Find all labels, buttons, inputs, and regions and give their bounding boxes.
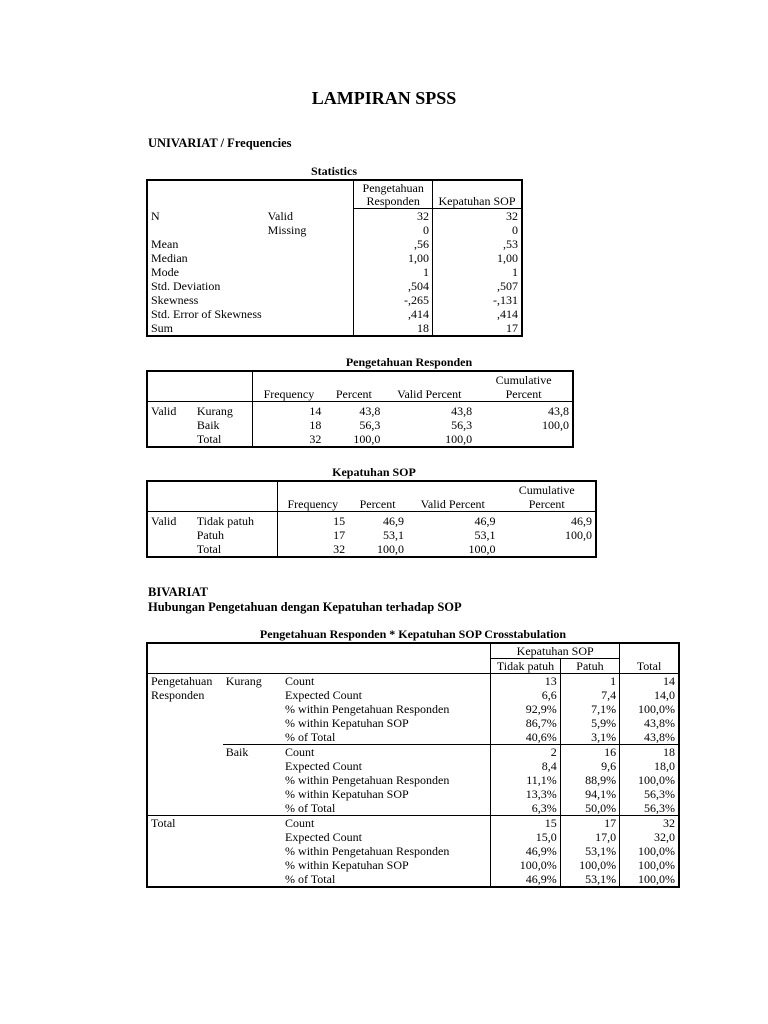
crosstab-table	[146, 642, 680, 888]
freq2-h-frequency: Frequency	[277, 481, 348, 512]
crosstab-value-patuh: 16	[560, 745, 619, 760]
crosstab-row	[147, 688, 679, 702]
crosstab-row	[147, 702, 679, 716]
crosstab-top-header: Kepatuhan SOP	[491, 643, 620, 659]
table-row	[147, 512, 596, 529]
stat-sublabel	[265, 321, 354, 336]
page-title: LAMPIRAN SPSS	[311, 88, 457, 108]
freq-cumulative-percent	[498, 542, 596, 557]
freq-percent: 56,3	[359, 418, 381, 432]
stat-row	[147, 279, 522, 293]
table-row	[147, 542, 596, 557]
statistics-table	[146, 179, 523, 337]
freq-group-label	[147, 528, 194, 542]
stat-label: Mode	[151, 265, 179, 279]
stat-label: Sum	[151, 321, 174, 335]
freq-category-label: Patuh	[196, 528, 225, 542]
crosstab-row-label	[147, 773, 223, 787]
stat-value-pengetahuan: 1	[354, 265, 433, 279]
stat-value-pengetahuan: ,414	[354, 307, 433, 321]
crosstab-stat-label: % of Total	[285, 801, 336, 815]
stat-sublabel	[265, 251, 354, 265]
freq1-table	[146, 370, 574, 448]
crosstab-value-total: 56,3%	[620, 801, 679, 816]
freq2-h-cum-line2: Percent	[528, 497, 565, 511]
crosstab-row-label	[147, 801, 223, 816]
crosstab-value-total: 100,0%	[620, 858, 679, 872]
crosstab-value-tidak-patuh: 46,9%	[491, 872, 561, 887]
crosstab-stat-label: % of Total	[285, 730, 336, 744]
crosstab-value-patuh: 53,1%	[560, 872, 619, 887]
crosstab-group-name: Kurang	[225, 674, 262, 688]
crosstab-value-tidak-patuh: 2	[491, 745, 561, 760]
crosstab-row	[147, 816, 679, 831]
freq-cumulative-percent: 46,9	[571, 514, 592, 528]
statistics-caption: Statistics	[311, 164, 357, 178]
crosstab-value-total: 100,0%	[620, 844, 679, 858]
crosstab-stat-label: Expected Count	[285, 688, 363, 702]
crosstab-h-patuh: Patuh	[560, 659, 619, 674]
freq1-h-percent: Percent	[335, 387, 372, 401]
crosstab-value-patuh: 100,0%	[560, 858, 619, 872]
freq-category-label: Total	[196, 542, 222, 556]
stat-sublabel	[265, 293, 354, 307]
crosstab-stat-label: % within Kepatuhan SOP	[285, 716, 409, 730]
univariat-heading: UNIVARIAT / Frequencies	[148, 136, 292, 150]
crosstab-row	[147, 844, 679, 858]
crosstab-stat-label: Expected Count	[285, 759, 363, 773]
stat-col1-line2: Responden	[366, 194, 420, 208]
crosstab-group-name	[223, 801, 282, 816]
crosstab-row	[147, 716, 679, 730]
crosstab-value-total: 14,0	[620, 688, 679, 702]
stat-value-kepatuhan: -,131	[433, 293, 523, 307]
crosstab-value-tidak-patuh: 6,3%	[491, 801, 561, 816]
table-row	[147, 402, 573, 419]
stat-row	[147, 237, 522, 251]
crosstab-row-label	[147, 858, 223, 872]
crosstab-row	[147, 830, 679, 844]
crosstab-h-total: Total	[620, 659, 679, 674]
freq-group-label: Valid	[151, 514, 177, 528]
crosstab-value-total: 18	[620, 745, 679, 760]
crosstab-stat-label: % within Pengetahuan Responden	[285, 844, 450, 858]
stat-col1-header	[354, 180, 433, 209]
freq-cumulative-percent: 43,8	[548, 404, 569, 418]
crosstab-group-name	[223, 858, 282, 872]
crosstab-group-name	[223, 688, 282, 702]
freq2-caption: Kepatuhan SOP	[332, 465, 416, 479]
crosstab-row	[147, 858, 679, 872]
crosstab-stat-label: % within Kepatuhan SOP	[285, 858, 409, 872]
freq1-h-valid-percent: Valid Percent	[397, 387, 462, 401]
crosstab-row-label	[147, 716, 223, 730]
freq2-h-percent: Percent	[359, 497, 396, 511]
stat-row	[147, 321, 522, 336]
freq-percent: 43,8	[359, 404, 381, 418]
crosstab-caption: Pengetahuan Responden * Kepatuhan SOP Crosstabulation	[259, 627, 567, 641]
table-row	[147, 528, 596, 542]
crosstab-group-name	[223, 716, 282, 730]
crosstab-value-total: 43,8%	[620, 730, 679, 745]
freq1-h-frequency: Frequency	[253, 371, 324, 402]
crosstab-value-patuh: 88,9%	[560, 773, 619, 787]
crosstab-value-total: 14	[620, 674, 679, 689]
crosstab-value-patuh: 50,0%	[560, 801, 619, 816]
crosstab-value-total: 56,3%	[620, 787, 679, 801]
freq-category-label: Tidak patuh	[196, 514, 254, 528]
crosstab-value-total: 32	[620, 816, 679, 831]
stat-value-kepatuhan: 1,00	[433, 251, 523, 265]
crosstab-value-tidak-patuh: 13,3%	[491, 787, 561, 801]
crosstab-value-patuh: 7,4	[560, 688, 619, 702]
stat-label: Skewness	[151, 293, 199, 307]
stat-value-kepatuhan: 0	[433, 223, 523, 237]
crosstab-value-patuh: 17	[560, 816, 619, 831]
bivariat-subheading: Hubungan Pengetahuan dengan Kepatuhan terhadap SOP	[148, 600, 462, 614]
crosstab-value-tidak-patuh: 40,6%	[491, 730, 561, 745]
crosstab-stat-label: % within Kepatuhan SOP	[285, 787, 409, 801]
crosstab-row-label: Total	[147, 816, 223, 831]
crosstab-stat-label: % within Pengetahuan Responden	[285, 702, 450, 716]
crosstab-stat-label: Expected Count	[285, 830, 363, 844]
crosstab-value-total: 100,0%	[620, 773, 679, 787]
stat-value-kepatuhan: 17	[433, 321, 523, 336]
stat-label: Median	[151, 251, 188, 265]
freq-cumulative-percent: 100,0	[542, 418, 569, 432]
freq-frequency: 32	[277, 542, 348, 557]
freq-group-label: Valid	[151, 404, 177, 418]
freq-valid-percent: 43,8	[451, 404, 473, 418]
stat-sublabel	[265, 307, 354, 321]
freq1-body	[147, 402, 573, 448]
crosstab-row	[147, 730, 679, 745]
freq2-h-valid-percent: Valid Percent	[420, 497, 485, 511]
crosstab-row	[147, 745, 679, 760]
crosstab-row	[147, 801, 679, 816]
stat-value-kepatuhan: ,507	[433, 279, 523, 293]
crosstab-row	[147, 872, 679, 887]
stat-sublabel: Valid	[267, 209, 293, 223]
crosstab-body	[147, 674, 679, 888]
crosstab-value-tidak-patuh: 86,7%	[491, 716, 561, 730]
crosstab-value-patuh: 53,1%	[560, 844, 619, 858]
crosstab-value-patuh: 1	[560, 674, 619, 689]
stat-label: N	[151, 209, 160, 223]
stat-label: Std. Deviation	[151, 279, 221, 293]
crosstab-value-patuh: 17,0	[560, 830, 619, 844]
crosstab-stat-label: % within Pengetahuan Responden	[285, 773, 450, 787]
freq1-caption: Pengetahuan Responden	[345, 355, 473, 369]
crosstab-row-label	[147, 844, 223, 858]
crosstab-value-patuh: 5,9%	[560, 716, 619, 730]
freq2-h-cum-line1: Cumulative	[518, 483, 575, 497]
crosstab-group-name	[223, 759, 282, 773]
freq-valid-percent: 46,9	[474, 514, 496, 528]
freq-percent: 100,0	[377, 542, 405, 556]
freq2-table	[146, 480, 597, 558]
crosstab-stat-label: Count	[285, 674, 315, 688]
crosstab-row-label	[147, 830, 223, 844]
crosstab-group-name	[223, 872, 282, 887]
crosstab-value-tidak-patuh: 100,0%	[491, 858, 561, 872]
freq-percent: 100,0	[353, 432, 381, 446]
stat-sublabel	[265, 237, 354, 251]
stat-value-pengetahuan: 0	[354, 223, 433, 237]
stat-value-pengetahuan: ,56	[354, 237, 433, 251]
crosstab-row-label	[147, 702, 223, 716]
stat-value-kepatuhan: 32	[433, 209, 523, 224]
stat-sublabel: Missing	[267, 223, 307, 237]
freq-category-label: Baik	[196, 418, 220, 432]
crosstab-value-tidak-patuh: 15	[491, 816, 561, 831]
crosstab-row-label	[147, 787, 223, 801]
freq-frequency: 17	[277, 528, 348, 542]
crosstab-value-patuh: 3,1%	[560, 730, 619, 745]
freq-frequency: 18	[253, 418, 324, 432]
crosstab-group-name: Baik	[223, 745, 282, 760]
crosstab-stat-label: % of Total	[285, 872, 336, 886]
stat-label: Mean	[151, 237, 179, 251]
stat-value-kepatuhan: ,414	[433, 307, 523, 321]
crosstab-value-tidak-patuh: 92,9%	[491, 702, 561, 716]
table-row	[147, 418, 573, 432]
crosstab-value-tidak-patuh: 15,0	[491, 830, 561, 844]
stat-label: Std. Error of Skewness	[151, 307, 262, 321]
bivariat-heading: BIVARIAT	[148, 585, 208, 599]
crosstab-row-label	[147, 872, 223, 887]
freq-frequency: 15	[277, 512, 348, 529]
crosstab-stat-label: Count	[282, 745, 491, 760]
crosstab-row	[147, 674, 679, 689]
stat-sublabel	[265, 279, 354, 293]
freq-group-label	[147, 432, 194, 447]
crosstab-group-name	[223, 844, 282, 858]
stat-row	[147, 293, 522, 307]
freq-valid-percent: 100,0	[468, 542, 496, 556]
stat-col1-line1: Pengetahuan	[362, 181, 424, 195]
freq1-h-cum-line2: Percent	[505, 387, 542, 401]
stat-row	[147, 223, 522, 237]
crosstab-row-label	[147, 730, 223, 745]
crosstab-value-total: 43,8%	[620, 716, 679, 730]
crosstab-group-name	[223, 773, 282, 787]
stat-row	[147, 251, 522, 265]
stat-label	[147, 223, 265, 237]
statistics-body	[147, 209, 522, 337]
stat-value-kepatuhan: 1	[433, 265, 523, 279]
stat-row	[147, 307, 522, 321]
crosstab-row-label: Pengetahuan	[151, 674, 213, 688]
crosstab-row	[147, 773, 679, 787]
freq-percent: 46,9	[383, 514, 405, 528]
crosstab-group-name	[223, 702, 282, 716]
freq1-h-cumulative	[475, 371, 573, 402]
crosstab-stat-label: Count	[282, 816, 491, 831]
crosstab-group-name	[223, 787, 282, 801]
crosstab-value-total: 18,0	[620, 759, 679, 773]
freq-group-label	[147, 418, 194, 432]
freq2-h-cumulative	[498, 481, 596, 512]
freq-percent: 53,1	[383, 528, 405, 542]
crosstab-value-total: 100,0%	[620, 872, 679, 887]
crosstab-value-tidak-patuh: 13	[491, 674, 561, 689]
stat-row	[147, 265, 522, 279]
crosstab-group-name	[223, 730, 282, 745]
stat-sublabel	[265, 265, 354, 279]
freq-frequency: 14	[253, 402, 324, 419]
stat-col2-header: Kepatuhan SOP	[433, 180, 523, 209]
freq-valid-percent: 53,1	[474, 528, 496, 542]
crosstab-value-patuh: 94,1%	[560, 787, 619, 801]
stat-value-pengetahuan: 1,00	[354, 251, 433, 265]
freq-group-label	[147, 542, 194, 557]
stat-value-pengetahuan: 32	[354, 209, 433, 224]
stat-value-pengetahuan: ,504	[354, 279, 433, 293]
crosstab-value-tidak-patuh: 46,9%	[491, 844, 561, 858]
crosstab-group-name	[223, 816, 282, 831]
crosstab-value-patuh: 7,1%	[560, 702, 619, 716]
freq-cumulative-percent	[475, 432, 573, 447]
crosstab-value-patuh: 9,6	[560, 759, 619, 773]
crosstab-row-label	[147, 759, 223, 773]
crosstab-row-label	[147, 745, 223, 760]
crosstab-value-tidak-patuh: 6,6	[491, 688, 561, 702]
crosstab-row	[147, 759, 679, 773]
crosstab-value-total: 32,0	[620, 830, 679, 844]
crosstab-h-tidak-patuh: Tidak patuh	[491, 659, 561, 674]
table-row	[147, 432, 573, 447]
crosstab-row-label: Responden	[151, 688, 205, 702]
stat-value-pengetahuan: 18	[354, 321, 433, 336]
crosstab-row	[147, 787, 679, 801]
freq-valid-percent: 56,3	[451, 418, 473, 432]
freq1-h-cum-line1: Cumulative	[495, 373, 552, 387]
freq-cumulative-percent: 100,0	[565, 528, 592, 542]
freq-frequency: 32	[253, 432, 324, 447]
freq2-body	[147, 512, 596, 558]
crosstab-group-name	[223, 830, 282, 844]
crosstab-value-tidak-patuh: 11,1%	[491, 773, 561, 787]
freq-category-label: Total	[196, 432, 222, 446]
stat-value-kepatuhan: ,53	[433, 237, 523, 251]
freq-valid-percent: 100,0	[445, 432, 473, 446]
crosstab-value-total: 100,0%	[620, 702, 679, 716]
freq-category-label: Kurang	[196, 404, 233, 418]
stat-row	[147, 209, 522, 224]
stat-value-pengetahuan: -,265	[354, 293, 433, 307]
crosstab-value-tidak-patuh: 8,4	[491, 759, 561, 773]
